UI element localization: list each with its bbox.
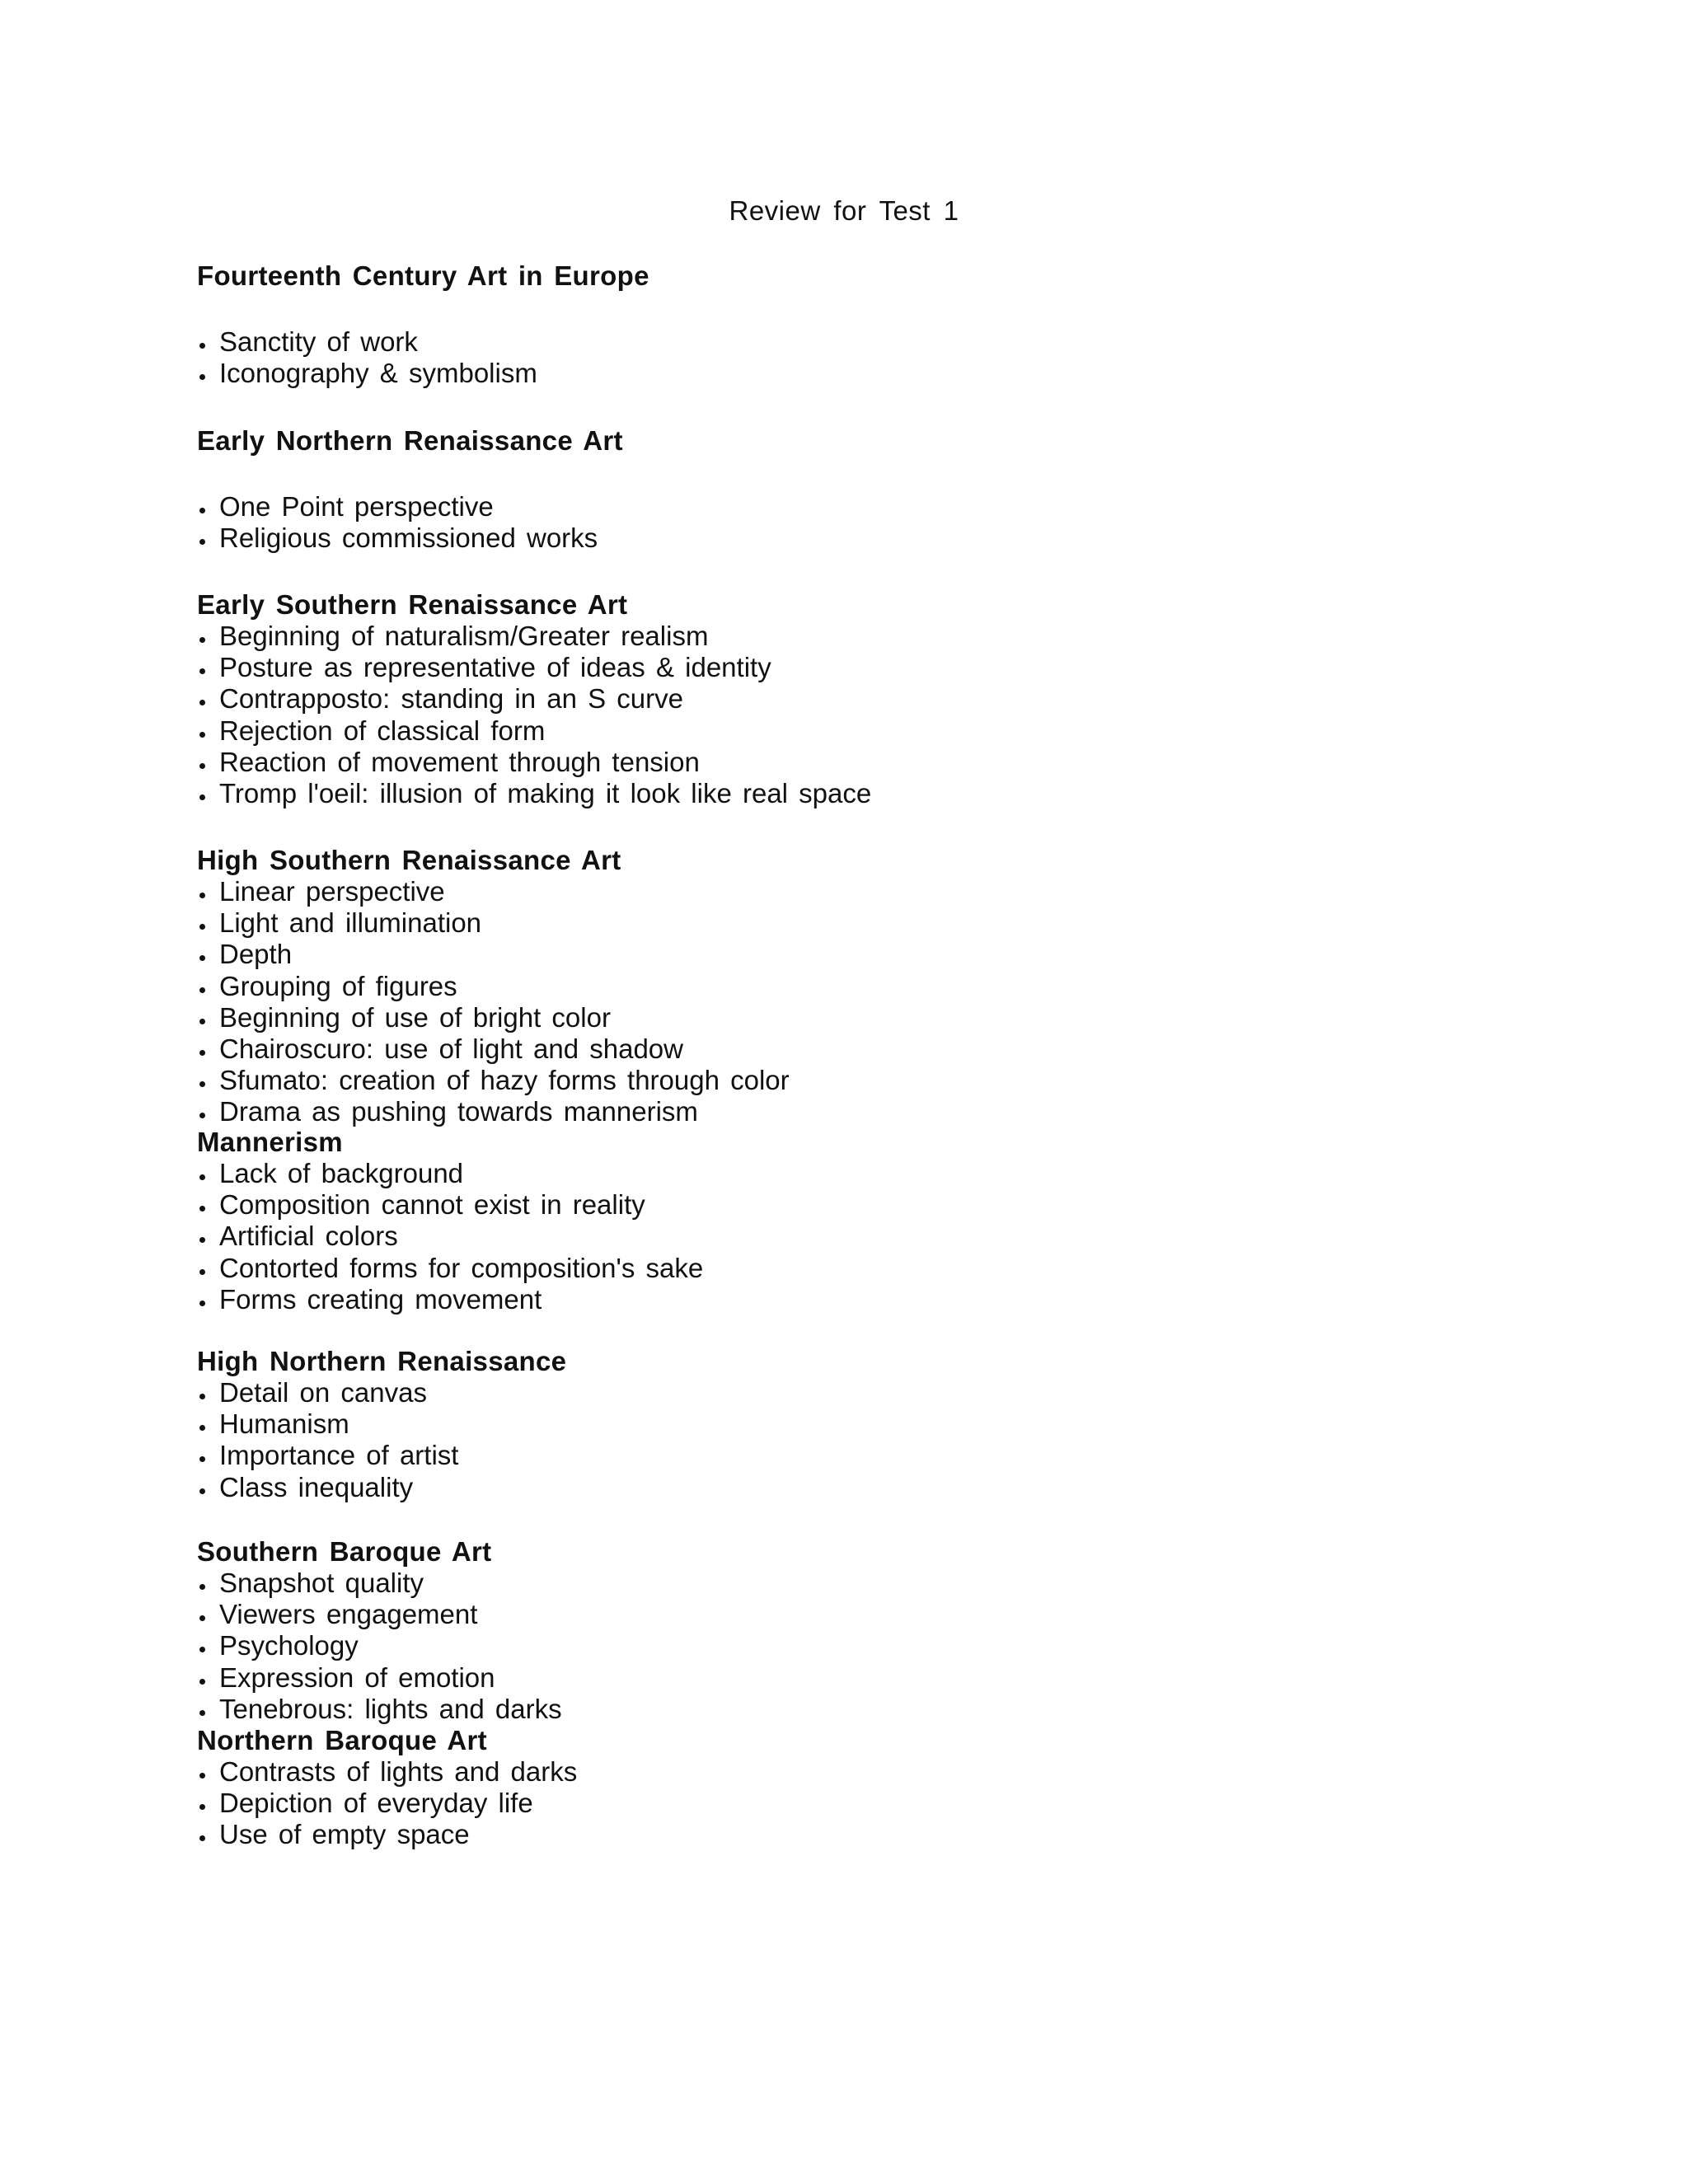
section-heading: Southern Baroque Art (197, 1536, 492, 1567)
list-item: Rejection of classical form (197, 715, 871, 747)
list-item: Sfumato: creation of hazy forms through color (197, 1065, 790, 1096)
list-item: Viewers engagement (197, 1599, 562, 1630)
section-heading: Early Southern Renaissance Art (197, 589, 628, 620)
section-early-northern-renaissance (197, 425, 623, 554)
section-heading: High Southern Renaissance Art (197, 845, 621, 875)
section-heading: Northern Baroque Art (197, 1725, 487, 1755)
list-item: Contrasts of lights and darks (197, 1756, 577, 1788)
section-fourteenth-century (197, 260, 649, 389)
bullet-list (197, 491, 623, 554)
section-mannerism (197, 1127, 703, 1315)
list-item: Beginning of use of bright color (197, 1002, 790, 1033)
list-item: Forms creating movement (197, 1284, 703, 1315)
list-item: Iconography & symbolism (197, 358, 649, 389)
list-item: Lack of background (197, 1158, 703, 1189)
list-item: Contorted forms for composition's sake (197, 1253, 703, 1284)
section-heading: Early Northern Renaissance Art (197, 425, 623, 456)
section-high-southern-renaissance (197, 845, 790, 1128)
bullet-list (197, 621, 871, 809)
bullet-list (197, 1756, 577, 1851)
list-item: Posture as representative of ideas & identity (197, 652, 871, 683)
section-high-northern-renaissance (197, 1346, 566, 1503)
list-item: One Point perspective (197, 491, 623, 523)
list-item: Religious commissioned works (197, 523, 623, 554)
list-item: Reaction of movement through tension (197, 747, 871, 778)
list-item: Humanism (197, 1408, 566, 1440)
section-northern-baroque (197, 1725, 577, 1851)
list-item: Artificial colors (197, 1221, 703, 1252)
bullet-list (197, 1158, 703, 1315)
section-heading: Fourteenth Century Art in Europe (197, 260, 649, 291)
list-item: Chairoscuro: use of light and shadow (197, 1033, 790, 1065)
list-item: Linear perspective (197, 876, 790, 907)
list-item: Sanctity of work (197, 326, 649, 358)
section-early-southern-renaissance (197, 589, 871, 809)
list-item: Expression of emotion (197, 1662, 562, 1694)
list-item: Composition cannot exist in reality (197, 1189, 703, 1221)
section-heading: High Northern Renaissance (197, 1346, 567, 1376)
bullet-list (197, 876, 790, 1128)
bullet-list (197, 326, 649, 389)
section-southern-baroque (197, 1536, 562, 1725)
list-item: Detail on canvas (197, 1377, 566, 1408)
list-item: Importance of artist (197, 1440, 566, 1471)
list-item: Use of empty space (197, 1819, 577, 1850)
list-item: Contrapposto: standing in an S curve (197, 683, 871, 715)
list-item: Class inequality (197, 1472, 566, 1503)
bullet-list (197, 1377, 566, 1503)
list-item: Drama as pushing towards mannerism (197, 1096, 790, 1127)
list-item: Tromp l'oeil: illusion of making it look like real space (197, 778, 871, 809)
bullet-list (197, 1568, 562, 1725)
list-item: Depth (197, 939, 790, 970)
page-title: Review for Test 1 (729, 195, 959, 226)
section-heading: Mannerism (197, 1127, 343, 1157)
list-item: Light and illumination (197, 907, 790, 939)
list-item: Grouping of figures (197, 971, 790, 1002)
list-item: Snapshot quality (197, 1568, 562, 1599)
list-item: Psychology (197, 1630, 562, 1661)
list-item: Tenebrous: lights and darks (197, 1694, 562, 1725)
list-item: Beginning of naturalism/Greater realism (197, 621, 871, 652)
list-item: Depiction of everyday life (197, 1788, 577, 1819)
